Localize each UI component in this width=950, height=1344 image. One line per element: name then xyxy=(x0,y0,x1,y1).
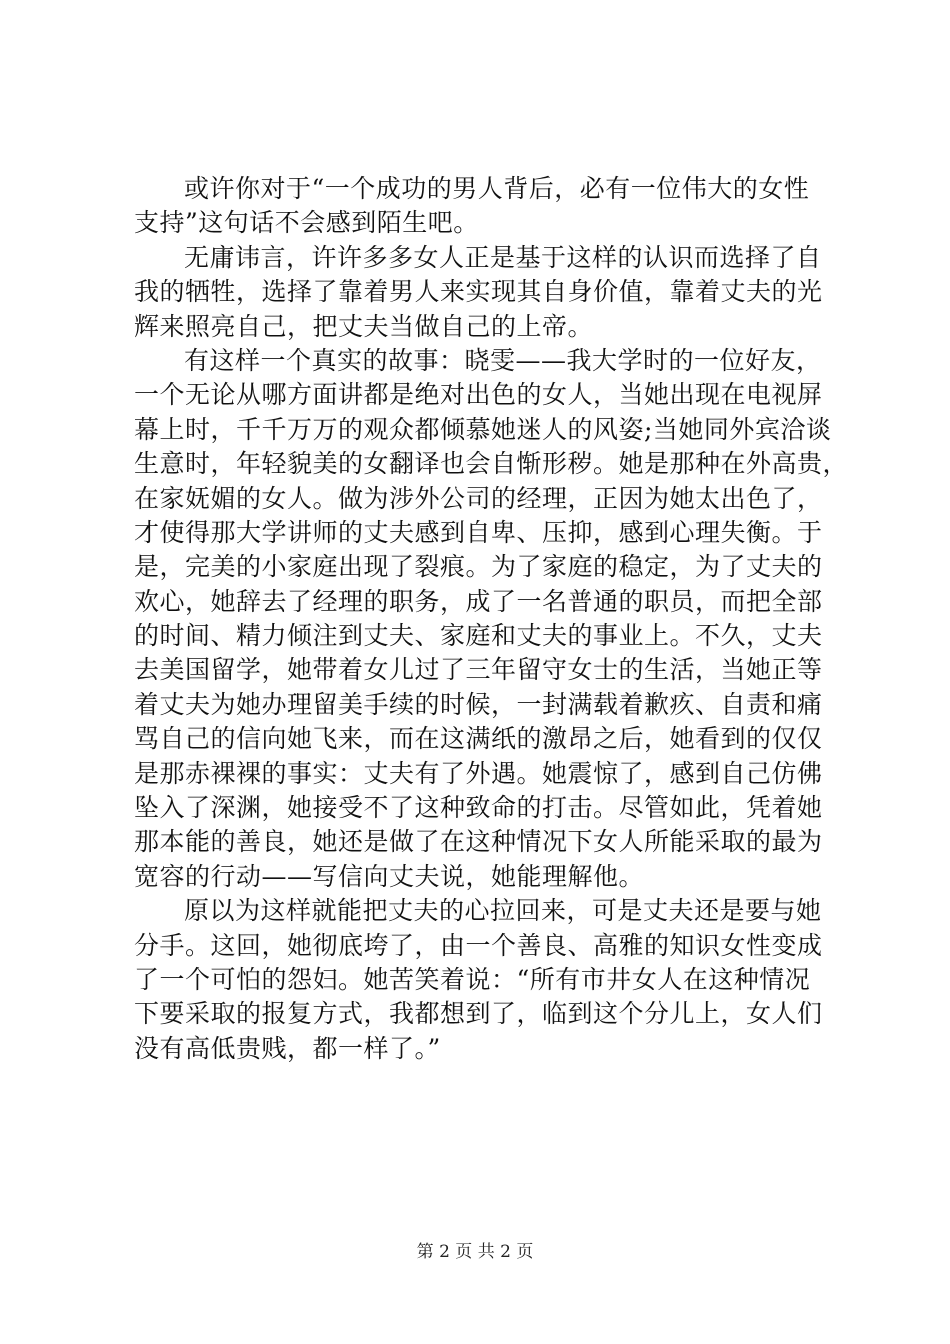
text-line: 去美国留学，她带着女儿过了三年留守女士的生活，当她正等 xyxy=(134,655,823,685)
text-line: 没有高低贵贱，都一样了。” xyxy=(134,1033,441,1063)
text-line: 生意时，年轻貌美的女翻译也会自惭形秽。她是那种在外高贵， xyxy=(134,449,849,479)
text-line: 是，完美的小家庭出现了裂痕。为了家庭的稳定，为了丈夫的 xyxy=(134,552,823,582)
text-line: 了一个可怕的怨妇。她苦笑着说：“所有市井女人在这种情况 xyxy=(134,964,811,994)
text-line: 坠入了深渊，她接受不了这种致命的打击。尽管如此，凭着她 xyxy=(134,793,823,823)
text-line: 分手。这回，她彻底垮了，由一个善良、高雅的知识女性变成 xyxy=(134,930,823,960)
text-line: 幕上时，千千万万的观众都倾慕她迷人的风姿;当她同外宾洽谈 xyxy=(134,414,832,444)
text-line: 支持”这句话不会感到陌生吧。 xyxy=(134,208,479,238)
text-line: 无庸讳言，许许多多女人正是基于这样的认识而选择了自 xyxy=(184,242,822,272)
text-line: 骂自己的信向她飞来，而在这满纸的激昂之后，她看到的仅仅 xyxy=(134,724,823,754)
text-line: 才使得那大学讲师的丈夫感到自卑、压抑，感到心理失衡。于 xyxy=(134,517,823,547)
text-line: 欢心，她辞去了经理的职务，成了一名普通的职员，而把全部 xyxy=(134,586,823,616)
text-line: 我的牺牲，选择了靠着男人来实现其自身价值，靠着丈夫的光 xyxy=(134,277,823,307)
text-line: 或许你对于“一个成功的男人背后，必有一位伟大的女性 xyxy=(184,174,810,203)
text-line: 的时间、精力倾注到丈夫、家庭和丈夫的事业上。不久，丈夫 xyxy=(134,621,823,651)
text-line: 着丈夫为她办理留美手续的时候，一封满载着歉疚、自责和痛 xyxy=(134,689,823,719)
text-line: 宽容的行动——写信向丈夫说，她能理解他。 xyxy=(134,861,645,891)
text-line: 下要采取的报复方式，我都想到了，临到这个分儿上，女人们 xyxy=(134,999,823,1029)
text-line: 那本能的善良，她还是做了在这种情况下女人所能采取的最为 xyxy=(134,827,823,857)
body-text xyxy=(134,172,849,1066)
page-number-footer: 第 2 页 共 2 页 xyxy=(416,1242,534,1262)
text-line: 在家妩媚的女人。做为涉外公司的经理，正因为她太出色了， xyxy=(134,483,823,513)
text-line: 原以为这样就能把丈夫的心拉回来，可是丈夫还是要与她 xyxy=(184,896,822,926)
text-line: 一个无论从哪方面讲都是绝对出色的女人，当她出现在电视屏 xyxy=(134,380,823,410)
text-line: 是那赤裸裸的事实：丈夫有了外遇。她震惊了，感到自己仿佛 xyxy=(134,758,823,788)
text-line: 辉来照亮自己，把丈夫当做自己的上帝。 xyxy=(134,311,594,341)
text-line: 有这样一个真实的故事：晓雯——我大学时的一位好友， xyxy=(184,345,822,375)
